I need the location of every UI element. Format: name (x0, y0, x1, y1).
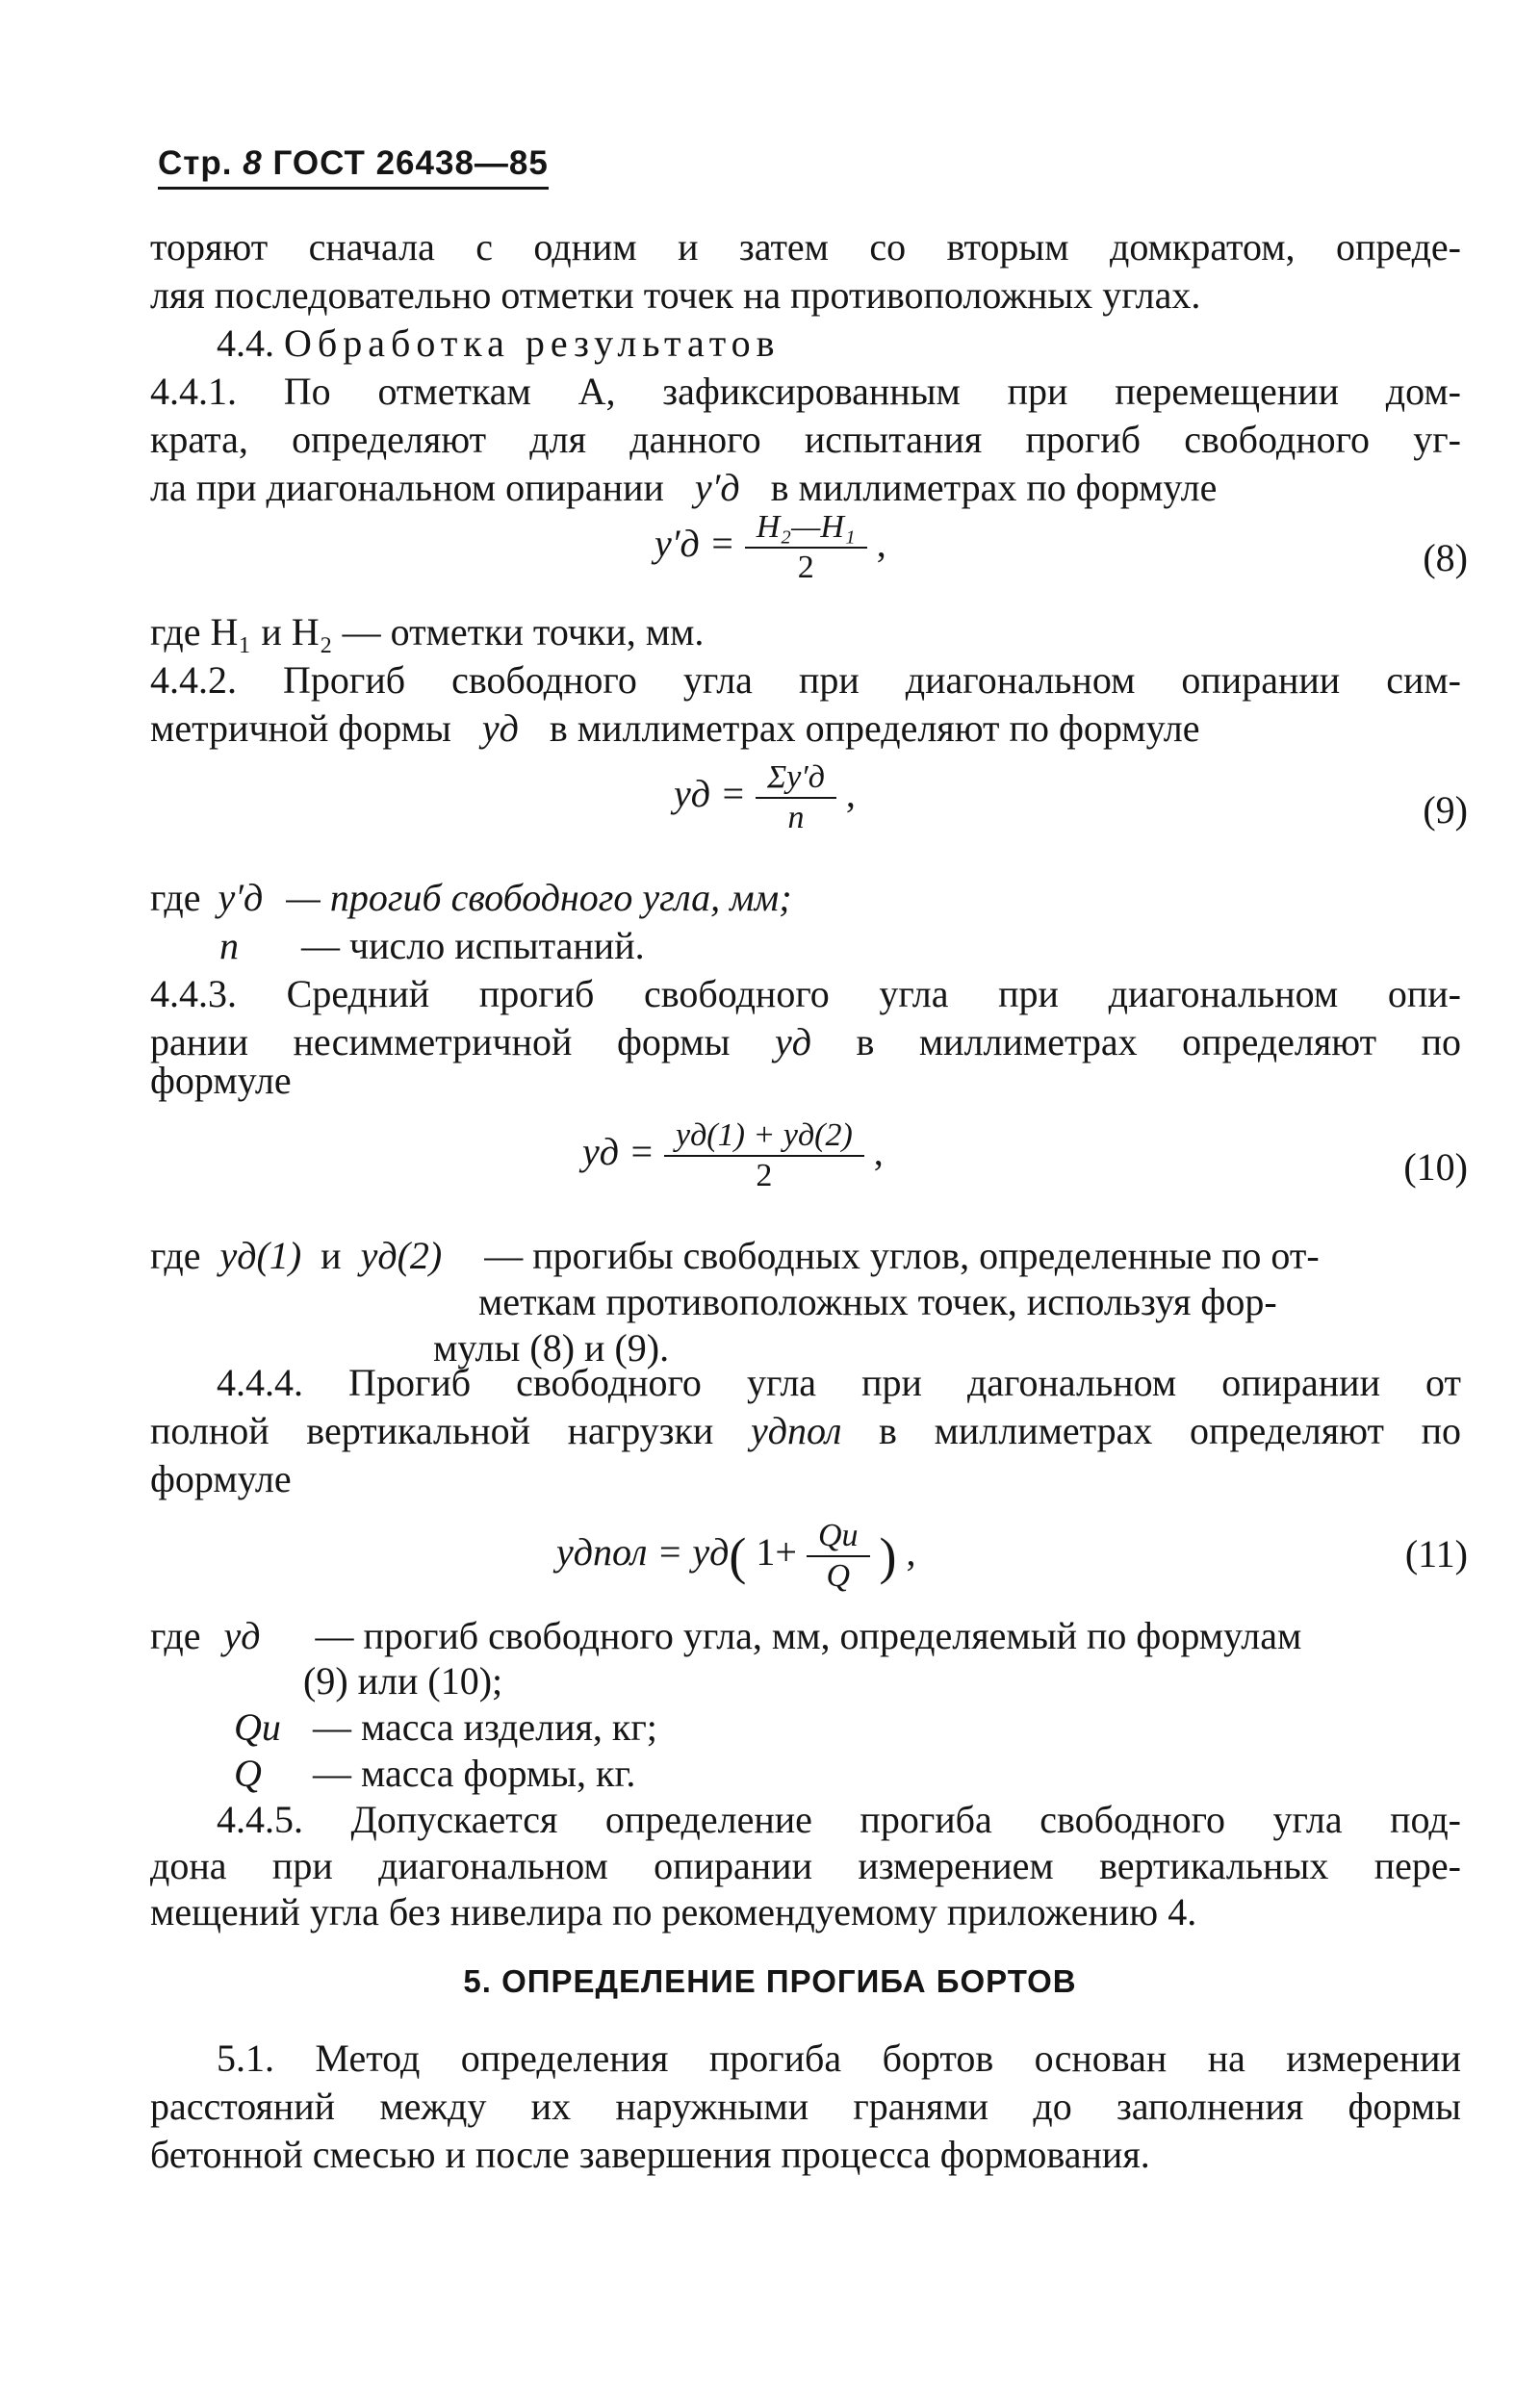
text-line-16: меткам противоположных точек, используя фор- (478, 1280, 1277, 1323)
text-line-7: где H₁ и H₂ — отметки точки, мм. (150, 610, 705, 653)
equation-10-label: (10) (1403, 1145, 1468, 1189)
header-prefix: Стр. (158, 144, 233, 182)
text-line-18: 4.4.4. Прогиб свободного угла при дагональном опирании от (217, 1361, 1461, 1404)
eq8-lhs: y′д = (654, 522, 735, 566)
equation-11: yдпол = yд( 1+ $\frac{Qи}{Q}$ ) , (556, 1518, 916, 1594)
eq9-lhs: yд = (674, 772, 746, 816)
text-line-26: дона при диагональном опирании измерением вертикальных пере- (150, 1844, 1461, 1887)
text-line-19: полной вертикальной нагрузки yдпол в миллиметрах определяют по (150, 1409, 1462, 1452)
text-line-31: бетонной смесью и после завершения процесса формования. (150, 2133, 1150, 2176)
eq9-numerator: Σy′д (766, 759, 825, 795)
equation-8: y′д = $\frac{\text{H₂—H₁}}{2}$ , (654, 509, 886, 585)
text-line-1: торяют сначала с одним и затем со вторым домкратом, опреде- (150, 225, 1461, 269)
section-title: Обработка результатов (284, 321, 781, 365)
eq11-lhs: yдпол = yд (556, 1530, 730, 1575)
symbol-Q-i: Qи (234, 1705, 281, 1749)
page-header (158, 144, 549, 190)
text-line-10: где y′д — прогиб свободного угла, мм; (150, 876, 792, 919)
text-line-29: 5.1. Метод определения прогиба бортов основан на измерении (217, 2036, 1461, 2080)
eq10-denominator: 2 (664, 1155, 864, 1195)
text-line-25: 4.4.5. Допускается определение прогиба свободного угла под- (217, 1798, 1461, 1841)
symbol-y-d-3: yд (223, 1614, 261, 1657)
equation-9: yд = $\frac{\Sigma y'д}{n}$ , (674, 759, 856, 835)
eq8-numerator: H₂—H₁ (756, 509, 856, 545)
eq10-fraction (664, 1116, 864, 1195)
text-line-30: расстояний между их наружными гранями до заполнения формы (150, 2085, 1461, 2128)
header-page-number: 8 (243, 144, 263, 182)
symbol-y-d1: yд(1) (219, 1234, 302, 1277)
text-line-5: крата, определяют для данного испытания прогиб свободного уг- (150, 418, 1461, 461)
text-line-22: (9) или (10); (303, 1659, 503, 1703)
text-line-15: где yд(1) и yд(2) — прогибы свободных углов, определенные по от- (150, 1234, 1320, 1277)
eq11-fraction (807, 1517, 870, 1596)
text-line-8: 4.4.2. Прогиб свободного угла при диагональном опирании сим- (150, 658, 1461, 702)
eq10-numerator: yд(1) + yд(2) (675, 1117, 853, 1153)
symbol-y-d: yд (481, 706, 519, 750)
eq11-numerator: Qи (817, 1518, 859, 1553)
equation-10: yд = $\frac{yд(1) + yд(2)}{2}$ , (582, 1117, 884, 1193)
symbol-y-prime-d-2: y′д (218, 876, 264, 919)
eq8-denominator: 2 (745, 547, 867, 587)
equation-11-label: (11) (1404, 1532, 1468, 1575)
text-line-21: где yд — прогиб свободного угла, мм, определяемый по формулам (150, 1612, 1301, 1660)
eq8-fraction (745, 508, 867, 587)
symbol-y-d-pol: yдпол (750, 1409, 842, 1452)
text-line-27: мещений угла без нивелира по рекомендуемому приложению 4. (150, 1890, 1197, 1934)
text-line-23: Qи — масса изделия, кг; (234, 1703, 657, 1752)
section-5-title: 5. ОПРЕДЕЛЕНИЕ ПРОГИБА БОРТОВ (463, 1963, 1077, 1999)
eq10-lhs: yд = (582, 1130, 654, 1174)
text-line-9: метричной формы yд в миллиметрах определяют по формуле (150, 706, 1200, 750)
text-line-14: формуле (150, 1059, 292, 1102)
equation-8-label: (8) (1423, 536, 1468, 579)
text-line-20: формуле (150, 1457, 292, 1500)
eq9-fraction (756, 758, 836, 837)
symbol-y-prime-d: y′д (694, 466, 740, 509)
section-4-4-heading (217, 320, 781, 368)
text-line-12: 4.4.3. Средний прогиб свободного угла при диагональном опи- (150, 972, 1461, 1015)
eq11-denominator: Q (807, 1555, 870, 1596)
section-number: 4.4. (217, 321, 274, 365)
text-line-4: 4.4.1. По отметкам А, зафиксированным при перемещении дом- (150, 370, 1461, 413)
header-standard: ГОСТ 26438—85 (272, 144, 549, 182)
text-line-24: Q — масса формы, кг. (234, 1750, 635, 1798)
text-line-6: ла при диагональном опирании y′д в миллиметрах по формуле (150, 466, 1218, 509)
symbol-Q: Q (234, 1752, 262, 1795)
text-line-2: ляя последовательно отметки точек на противоположных углах. (150, 273, 1201, 317)
symbol-y-d2: yд(2) (360, 1234, 443, 1277)
text-line-13: рании несимметричной формы yд в миллиметрах определяют по (150, 1020, 1462, 1063)
eq9-denominator: n (756, 797, 836, 837)
text-line-11: n — число испытаний. (219, 924, 645, 967)
text-line-17: мулы (8) и (9). (433, 1326, 670, 1370)
symbol-y-d-2: yд (774, 1020, 811, 1063)
equation-9-label: (9) (1423, 788, 1468, 832)
